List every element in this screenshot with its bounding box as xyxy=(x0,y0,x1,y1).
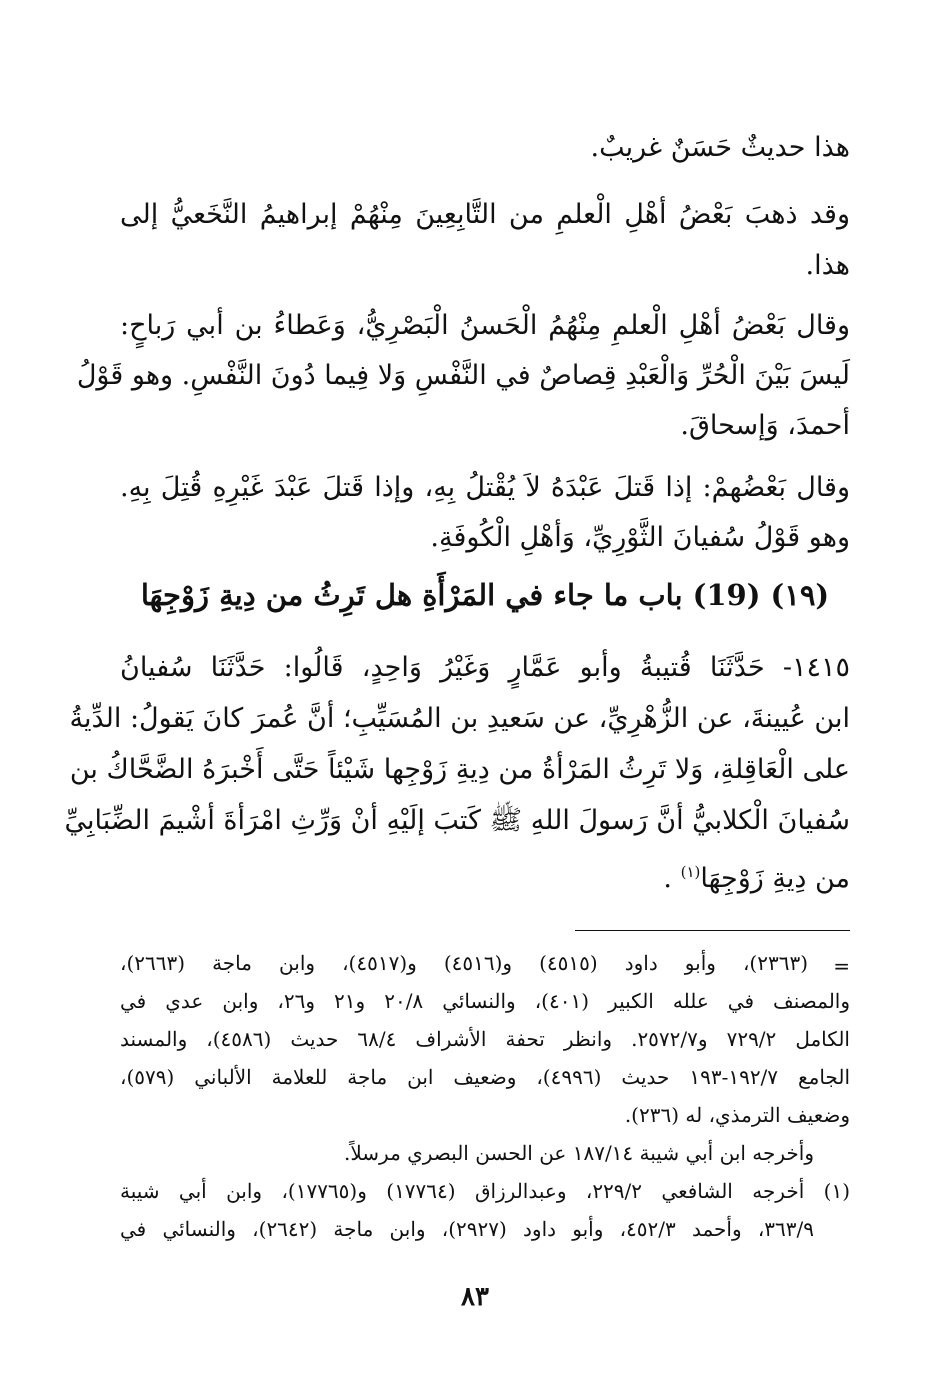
body-line-2: وقد ذهبَ بَعْضُ أهْلِ الْعلمِ من التَّابِعِينَ مِنْهُمْ إبراهيمُ النَّخَعيُّ إلى xyxy=(120,199,850,230)
footnote-line-3: الكامل ٧٢٩/٢ و٢٥٧٢/٧. وانظر تحفة الأشراف ٦٨/٤ حديث (٤٥٨٦)، والمسند xyxy=(120,1027,850,1051)
body-line-5: لَيسَ بَيْنَ الْحُرِّ وَالْعَبْدِ قِصاصٌ في النَّفْسِ وَلا فِيما دُونَ النَّفْسِ. وهو قَوْلُ xyxy=(76,360,850,391)
hadith-line-2: ابن عُيينةَ، عن الزُّهْرِيِّ، عن سَعيدِ بن المُسَيِّبِ؛ أنَّ عُمرَ كانَ يَقولُ: الدِّيةُ xyxy=(69,703,850,734)
footnote-line-2: والمصنف في علله الكبير (٤٠١)، والنسائي ٢٠/٨ و٢١ و٢٦، وابن عدي في xyxy=(120,989,851,1013)
hadith-line-1: ١٤١٥- حَدَّثَنَا قُتيبةُ وأبو عَمَّارٍ وَغَيْرُ وَاحِدٍ، قَالُوا: حَدَّثَنَا سُفيانُ xyxy=(120,652,850,683)
continuation-marker: = xyxy=(833,954,850,978)
hadith-line-4: سُفيانَ الْكلابيُّ أنَّ رَسولَ اللهِ ﷺ كَتبَ إلَيْهِ أنْ وَرِّثِ امْرَأةَ أشْيمَ الضِّبَابِيِّ xyxy=(64,805,850,836)
hadith-line-5 xyxy=(663,850,850,901)
body-line-3: هذا. xyxy=(805,250,850,281)
body-line-1: هذا حديثٌ حَسَنٌ غريبٌ. xyxy=(590,132,850,163)
hadith-line-5-text: من دِيةِ زَوْجِهَا xyxy=(700,863,850,894)
body-line-7: وقال بَعْضُهمْ: إذا قَتلَ عَبْدَهُ لاَ يُقْتلُ بِهِ، وإذا قَتلَ عَبْدَ غَيْرِهِ قُتِلَ بِهِ. xyxy=(120,472,850,503)
page-number: ٨٣ xyxy=(461,1282,489,1312)
footnote-line-8: ٣٦٣/٩، وأحمد ٤٥٢/٣، وأبو داود (٢٩٢٧)، وابن ماجة (٢٦٤٢)، والنسائي في xyxy=(120,1217,814,1241)
footnote-line-7: (١) أخرجه الشافعي ٢٢٩/٢، وعبدالرزاق (١٧٧٦٤) و(١٧٧٦٥)، وابن أبي شيبة xyxy=(120,1179,850,1203)
hadith-line-3: على الْعَاقِلةِ، وَلا تَرِثُ المَرْأةُ من دِيةِ زَوْجِها شَيْئاً حَتَّى أَخْبرَهُ الضَّحَّاكُ بن xyxy=(69,754,850,785)
body-line-4: وقال بَعْضُ أهْلِ الْعلمِ مِنْهُمُ الْحَسنُ الْبَصْرِيُّ، وَعَطاءُ بن أبي رَباحٍ: xyxy=(120,310,850,341)
footnote-line-6: وأخرجه ابن أبي شيبة ١٨٧/١٤ عن الحسن البصري مرسلاً. xyxy=(343,1141,814,1165)
footnote-ref: (١) xyxy=(680,863,701,881)
body-line-6: أحمدَ، وَإسحاقَ. xyxy=(680,410,850,441)
hadith-end-mark: . xyxy=(663,863,672,894)
footnote-line-4: الجامع ١٩٢/٧-١٩٣ حديث (٤٩٩٦)، وضعيف ابن ماجة للعلامة الألباني (٥٧٩)، xyxy=(120,1065,850,1089)
footnote-line-1: (٢٣٦٣)، وأبو داود (٤٥١٥) و(٤٥١٦) و(٤٥١٧)، وابن ماجة (٢٦٦٣)، xyxy=(120,951,808,975)
footnote-line-5: وضعيف الترمذي، له (٢٣٦). xyxy=(624,1103,850,1127)
chapter-heading: (١٩) (19) باب ما جاء في المَرْأَةِ هل تَرِثُ من دِيةِ زَوْجِهَا xyxy=(140,578,830,612)
body-line-8: وهو قَوْلُ سُفيانَ الثَّوْرِيِّ، وَأهْلِ الْكُوفَةِ. xyxy=(430,522,850,553)
footnote-separator xyxy=(575,930,850,931)
